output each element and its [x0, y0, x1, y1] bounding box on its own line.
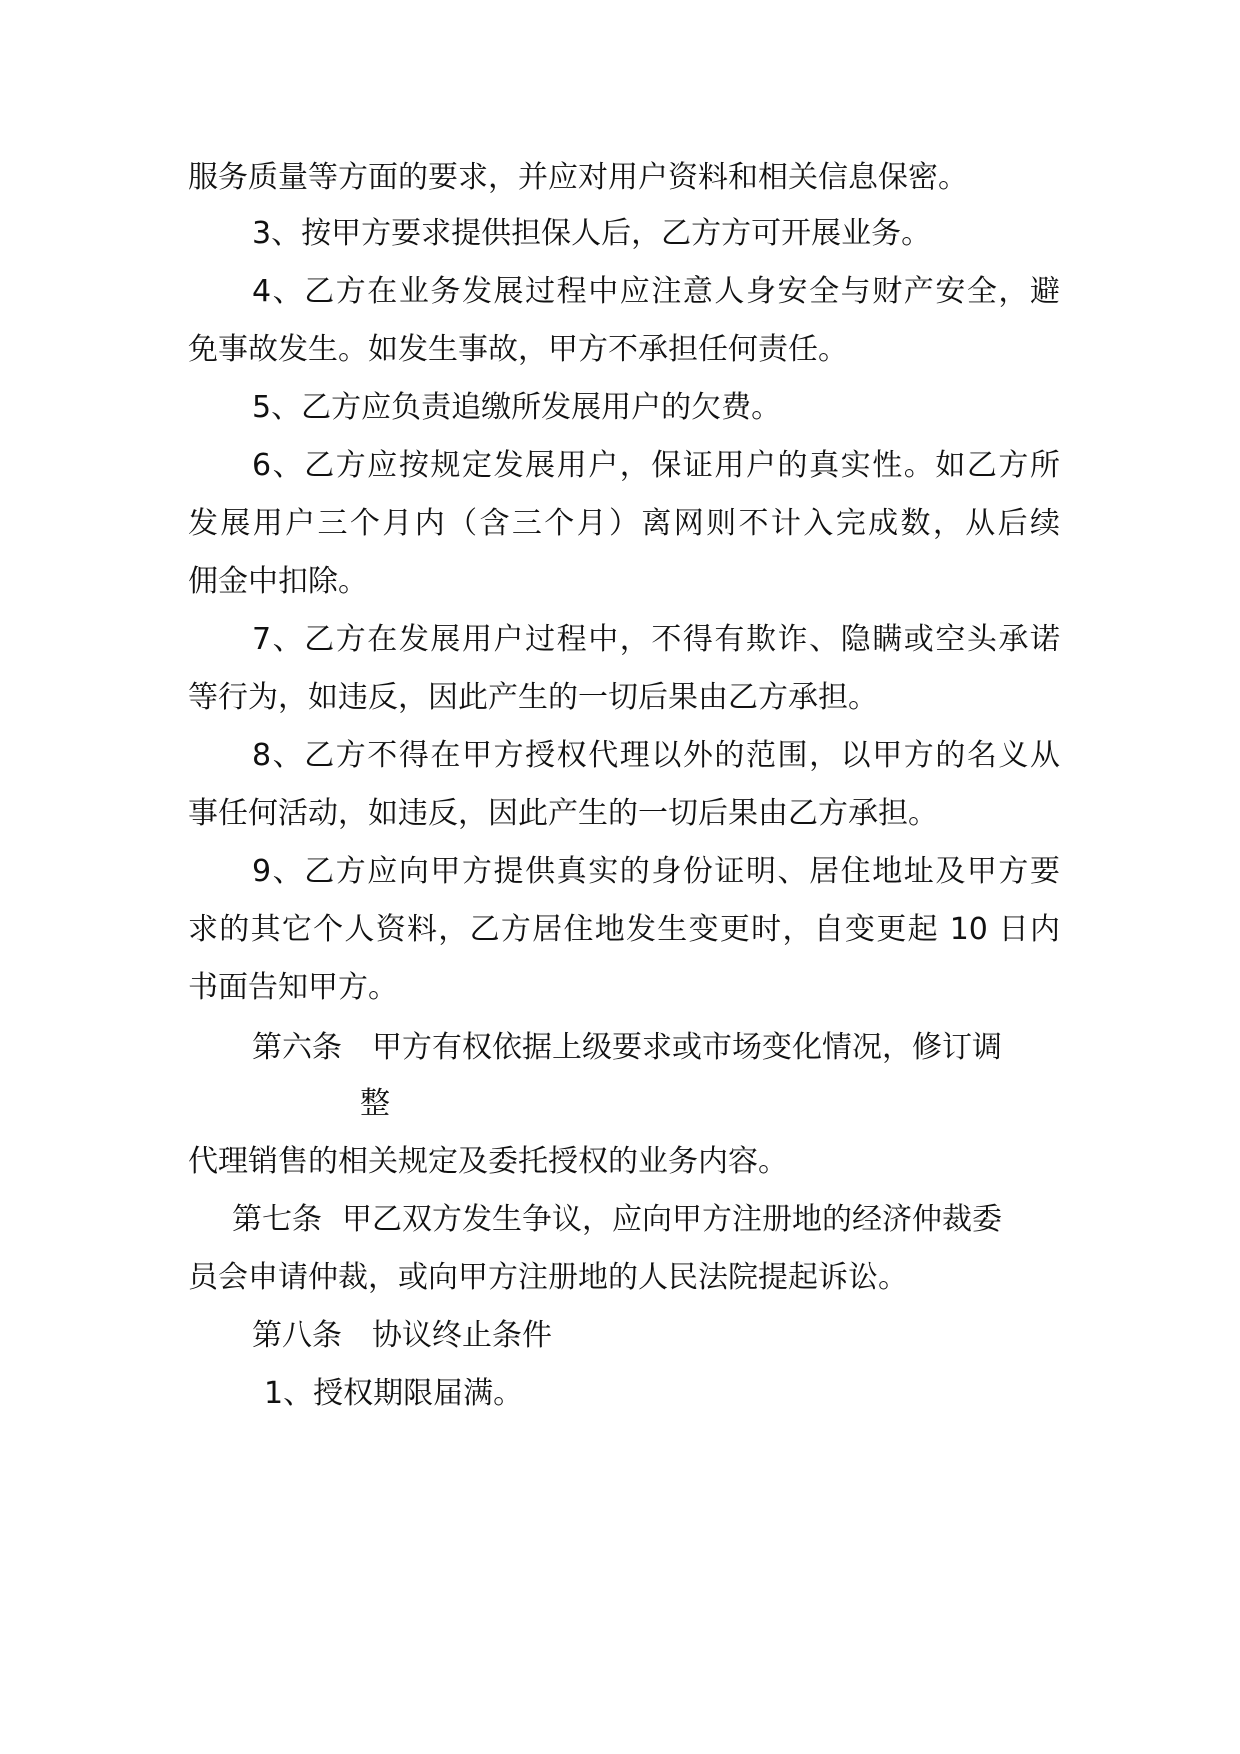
clause-4-line-1: 4、乙方在业务发展过程中应注意人身安全与财产安全，避	[252, 274, 1060, 309]
clause-5: 5、乙方应负责追缴所发展用户的欠费。	[252, 390, 782, 425]
article-8-title: 第八条	[252, 1318, 342, 1353]
article-7-text-2: 员会申请仲裁，或向甲方注册地的人民法院提起诉讼。	[188, 1260, 908, 1295]
clause-8-line-2: 事任何活动，如违反，因此产生的一切后果由乙方承担。	[188, 796, 938, 831]
article-6-title: 第六条	[252, 1030, 342, 1065]
clause-9-line-2: 求的其它个人资料，乙方居住地发生变更时，自变更起 10 日内	[188, 912, 1060, 947]
article-6-text-2: 整	[360, 1086, 390, 1121]
clause-8-line-1: 8、乙方不得在甲方授权代理以外的范围，以甲方的名义从	[252, 738, 1060, 773]
article-6-text-1: 甲方有权依据上级要求或市场变化情况，修订调	[372, 1030, 1002, 1065]
article-7-text-1: 甲乙双方发生争议，应向甲方注册地的经济仲裁委	[342, 1202, 1002, 1237]
article-8-heading	[252, 1316, 1060, 1356]
clause-3: 3、按甲方要求提供担保人后，乙方方可开展业务。	[252, 216, 932, 251]
article-7-title: 第七条	[232, 1202, 322, 1237]
clause-7-line-1: 7、乙方在发展用户过程中，不得有欺诈、隐瞒或空头承诺	[252, 622, 1060, 657]
article-6-heading	[252, 1028, 1060, 1068]
article-6-text-3: 代理销售的相关规定及委托授权的业务内容。	[188, 1144, 788, 1179]
clause-7-line-2: 等行为，如违反，因此产生的一切后果由乙方承担。	[188, 680, 878, 715]
clause-6-line-3: 佣金中扣除。	[188, 564, 368, 599]
article-8-text: 协议终止条件	[372, 1318, 552, 1353]
article-7-heading	[232, 1200, 1060, 1240]
clause-9-line-3: 书面告知甲方。	[188, 970, 398, 1005]
clause-6-line-2: 发展用户三个月内（含三个月）离网则不计入完成数，从后续	[188, 506, 1060, 541]
termination-item-1: 1、授权期限届满。	[264, 1376, 524, 1411]
clause-9-line-1: 9、乙方应向甲方提供真实的身份证明、居住地址及甲方要	[252, 854, 1060, 889]
clause-4-line-2: 免事故发生。如发生事故，甲方不承担任何责任。	[188, 332, 848, 367]
paragraph-line: 服务质量等方面的要求，并应对用户资料和相关信息保密。	[188, 160, 968, 195]
clause-6-line-1: 6、乙方应按规定发展用户，保证用户的真实性。如乙方所	[252, 448, 1060, 483]
